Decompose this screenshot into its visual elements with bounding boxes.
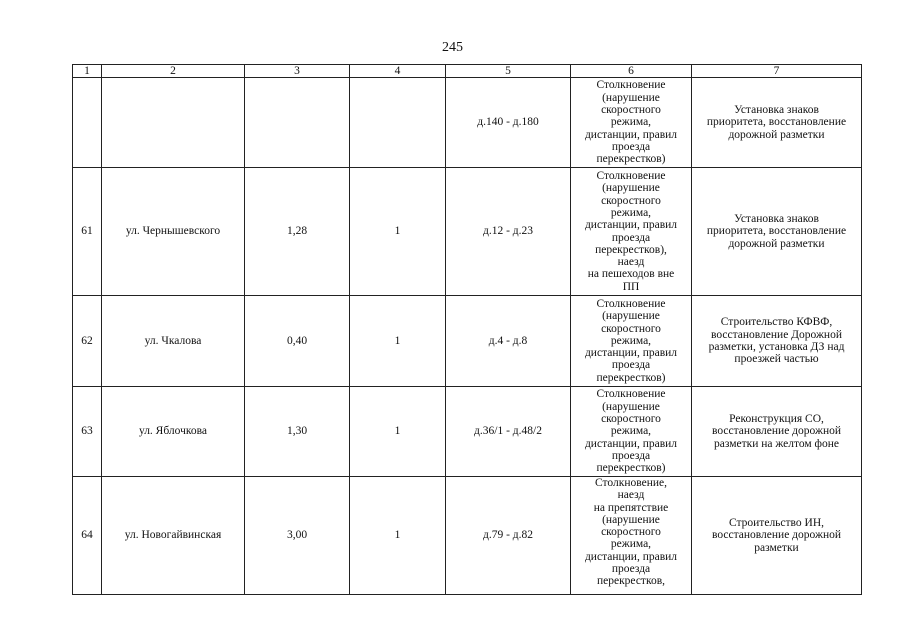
incident-type [571,78,692,168]
incident-type [571,477,692,595]
row-number [73,78,102,168]
incident-count: 1 [350,477,446,595]
incident-type [571,387,692,477]
incident-type-text: Столкновение (нарушение скоростного режима, дистанции, правил проезда перекрестков) [584,388,678,475]
measures [692,477,862,595]
house-range: д.140 - д.180 [446,78,571,168]
segment-length [245,78,350,168]
row-number: 62 [73,296,102,387]
incident-count: 1 [350,296,446,387]
table-row [73,296,862,387]
row-number: 61 [73,168,102,296]
street-name: ул. Яблочкова [102,387,245,477]
incident-type-text: Столкновение (нарушение скоростного режима, дистанции, правил проезда перекрестков) [584,297,678,384]
segment-length: 3,00 [245,477,350,595]
house-range: д.4 - д.8 [446,296,571,387]
measures-text: Реконструкция СО, восстановление дорожной разметки на желтом фоне [712,413,841,450]
page-number: 245 [442,40,463,55]
segment-length: 1,28 [245,168,350,296]
column-number: 7 [692,65,862,78]
segment-length: 0,40 [245,296,350,387]
incident-type-text: Столкновение (нарушение скоростного режима, дистанции, правил проезда перекрестков), наезд на пешеходов вне ПП [584,170,678,293]
column-number-row [73,65,862,78]
page-bottom-margin [0,596,905,640]
measures-text: Строительство ИН, восстановление дорожной разметки [712,517,841,554]
incident-type [571,296,692,387]
segment-length: 1,30 [245,387,350,477]
table-row [73,387,862,477]
column-number: 4 [350,65,446,78]
incident-count: 1 [350,387,446,477]
column-number: 1 [73,65,102,78]
measures [692,296,862,387]
incident-type-text: Столкновение, наезд на препятствие (нарушение скоростного режима, дистанции, правил проезда перекрестков, [584,477,678,588]
measures [692,78,862,168]
column-number: 2 [102,65,245,78]
street-name: ул. Чкалова [102,296,245,387]
road-safety-table [72,64,862,595]
measures-text: Строительство КФВФ, восстановление Дорожной разметки, установка ДЗ над проезжей частью [708,316,845,366]
incident-count: 1 [350,168,446,296]
street-name: ул. Чернышевского [102,168,245,296]
row-number: 64 [73,477,102,595]
incident-count [350,78,446,168]
measures-text: Установка знаков приоритета, восстановление дорожной разметки [706,104,847,141]
measures [692,387,862,477]
column-number: 6 [571,65,692,78]
table-row [73,168,862,296]
table-row [73,78,862,168]
table-row [73,477,862,595]
measures [692,168,862,296]
street-name [102,78,245,168]
measures-text: Установка знаков приоритета, восстановление дорожной разметки [706,213,847,250]
street-name: ул. Новогайвинская [102,477,245,595]
house-range: д.12 - д.23 [446,168,571,296]
column-number: 5 [446,65,571,78]
house-range: д.36/1 - д.48/2 [446,387,571,477]
incident-type-text: Столкновение (нарушение скоростного режима, дистанции, правил проезда перекрестков) [584,79,678,166]
incident-type [571,168,692,296]
column-number: 3 [245,65,350,78]
row-number: 63 [73,387,102,477]
house-range: д.79 - д.82 [446,477,571,595]
